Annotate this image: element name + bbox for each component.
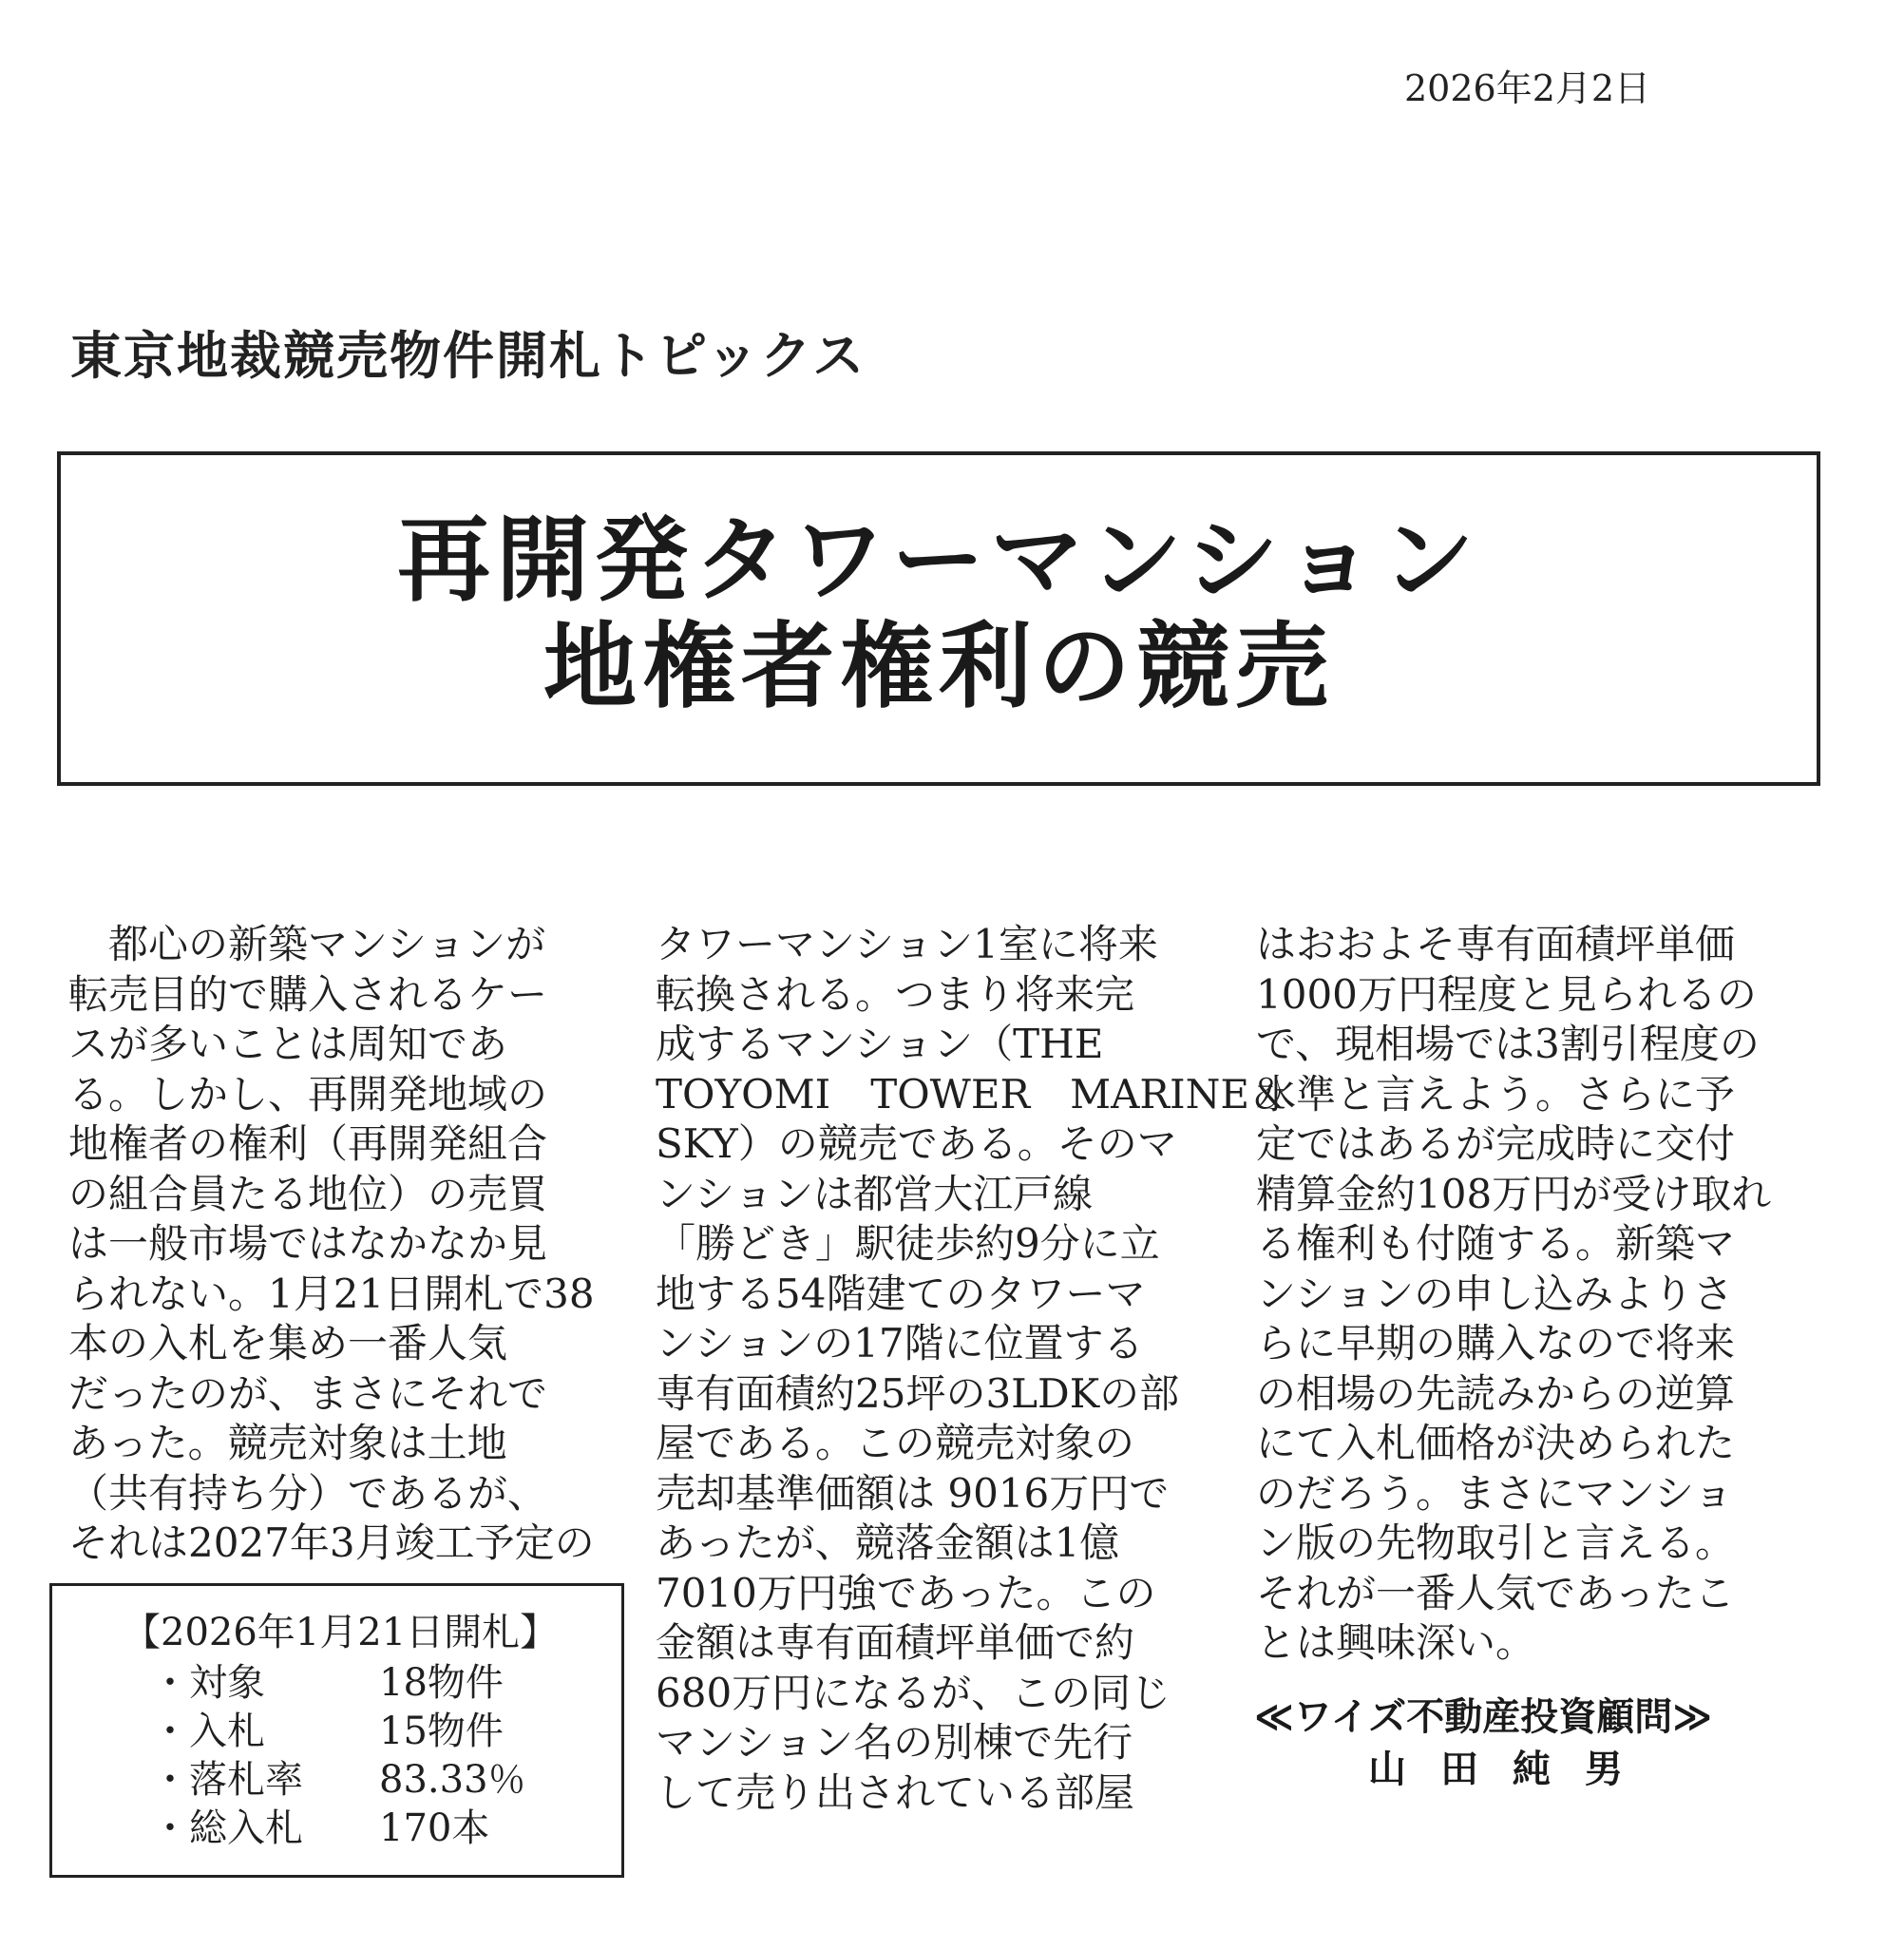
stat-value: 170本 — [379, 1806, 490, 1850]
byline-author: 山田純男 — [1368, 1748, 1657, 1791]
article-line: ン版の先物取引と言える。 — [1256, 1519, 1736, 1566]
article-line: る。しかし、再開発地域の — [68, 1070, 548, 1118]
article-line: 成するマンション（THE — [656, 1021, 1104, 1067]
article-line: にて入札価格が決められた — [1256, 1420, 1736, 1466]
article-line: TOYOMI TOWER MARINE＆ — [656, 1070, 1290, 1118]
auction-stats-box — [49, 1583, 624, 1878]
article-line: で、現相場では3割引程度の — [1256, 1021, 1760, 1067]
byline-firm: ≪ワイズ不動産投資顧問≫ — [1254, 1695, 1713, 1739]
article-line: 1000万円程度と見られるの — [1256, 970, 1757, 1018]
stat-label: ・落札率 — [151, 1758, 303, 1802]
article-line: ンションの17階に位置する — [656, 1320, 1144, 1366]
article-line: スが多いことは周知であ — [68, 1021, 508, 1067]
article-line: 本の入札を集め一番人気 — [68, 1320, 508, 1366]
article-line: 屋である。この競売対象の — [656, 1420, 1135, 1466]
article-line: られない。1月21日開札で38 — [68, 1270, 595, 1317]
article-line: らに早期の購入なので将来 — [1256, 1320, 1736, 1366]
stat-label: ・対象 — [151, 1661, 265, 1705]
issue-date: 2026年2月2日 — [1404, 67, 1651, 109]
article-line: の相場の先読みからの逆算 — [1256, 1369, 1736, 1417]
article-line: 精算金約108万円が受け取れ — [1256, 1170, 1772, 1217]
article-line: （共有持ち分）であるが、 — [68, 1469, 548, 1517]
headline-line-1: 再開発タワーマンション — [397, 506, 1480, 615]
stat-value: 83.33％ — [379, 1758, 526, 1802]
article-line: のだろう。まさにマンショ — [1256, 1469, 1734, 1517]
article-line: とは興味深い。 — [1256, 1619, 1536, 1666]
article-line: ンションは都営大江戸線 — [656, 1170, 1094, 1217]
article-line: 転換される。つまり将来完 — [656, 970, 1135, 1018]
stat-value: 15物件 — [379, 1710, 504, 1753]
article-line: 地権者の権利（再開発組合 — [68, 1120, 548, 1167]
stat-value: 18物件 — [379, 1661, 504, 1705]
article-line: はおおよそ専有面積坪単価 — [1256, 921, 1736, 967]
article-column-2 — [656, 920, 1290, 1818]
article-line: 7010万円強であった。この — [656, 1569, 1156, 1616]
stat-row-bids — [151, 1708, 504, 1756]
article-line: 売却基準価額は 9016万円で — [656, 1469, 1170, 1517]
article-line: マンション名の別棟で先行 — [656, 1719, 1133, 1766]
article-line: は一般市場ではなかなか見 — [68, 1220, 548, 1267]
article-line: 転売目的で購入されるケー — [68, 970, 548, 1018]
article-line: 定ではあるが完成時に交付 — [1256, 1120, 1736, 1167]
section-topic-title: 東京地裁競売物件開札トピックス — [70, 326, 866, 386]
article-line: それが一番人気であったこ — [1256, 1569, 1735, 1616]
article-line: それは2027年3月竣工予定の — [68, 1519, 595, 1566]
article-line: 680万円になるが、この同じ — [656, 1669, 1171, 1716]
article-line: 地する54階建てのタワーマ — [656, 1270, 1146, 1317]
article-line: SKY）の競売である。そのマ — [656, 1120, 1177, 1167]
article-line: の組合員たる地位）の売買 — [68, 1170, 548, 1217]
headline-line-2: 地権者権利の競売 — [543, 613, 1334, 721]
headline-box — [57, 451, 1820, 786]
article-line: あったが、競落金額は1億 — [656, 1519, 1120, 1566]
stat-row-target — [151, 1659, 504, 1708]
article-line: 水準と言えよう。さらに予 — [1256, 1070, 1736, 1118]
article-column-3 — [1256, 920, 1826, 1669]
article-line: ンションの申し込みよりさ — [1256, 1270, 1734, 1317]
article-line: タワーマンション1室に将来 — [656, 921, 1158, 967]
stat-label: ・入札 — [151, 1710, 265, 1753]
article-line: して売り出されている部屋 — [656, 1768, 1135, 1816]
article-line: る権利も付随する。新築マ — [1256, 1220, 1736, 1267]
article-line: 専有面積約25坪の3LDKの部 — [656, 1369, 1180, 1417]
article-line: 金額は専有面積坪単価で約 — [656, 1619, 1135, 1666]
article-column-1 — [68, 920, 619, 1569]
stat-row-success-rate — [151, 1756, 526, 1805]
stat-label: ・総入札 — [151, 1806, 303, 1850]
article-line: だったのが、まさにそれで — [68, 1369, 548, 1417]
article-line: あった。競売対象は土地 — [68, 1420, 507, 1466]
stats-header: 【2026年1月21日開札】 — [123, 1611, 559, 1654]
article-line: 都心の新築マンションが — [68, 921, 546, 967]
article-line: 「勝どき」駅徒歩約9分に立 — [656, 1220, 1160, 1267]
stat-row-total-bids — [151, 1805, 489, 1853]
